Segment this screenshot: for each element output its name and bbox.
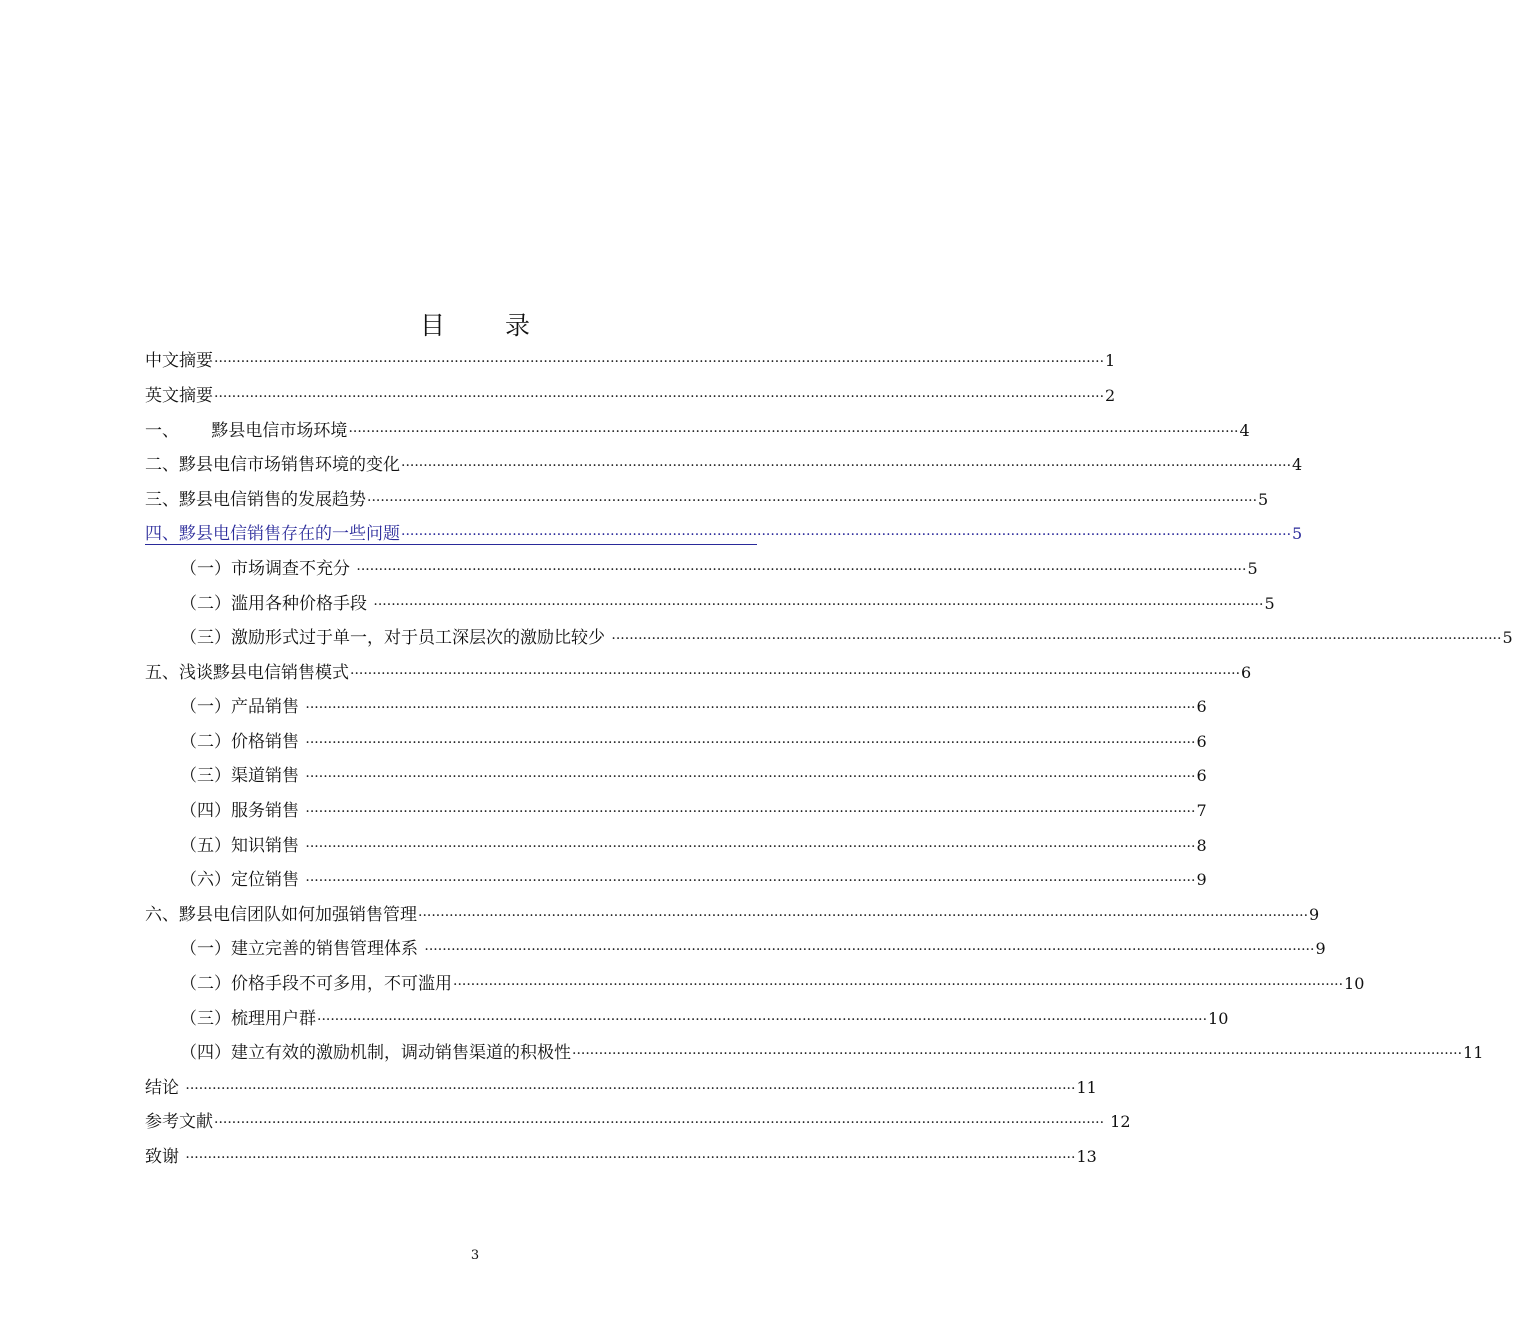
toc-leader: ········································································································································································································ bbox=[373, 597, 1264, 613]
toc-leader: ········································································································································································································ bbox=[350, 666, 1241, 682]
toc-entry-label: （二）滥用各种价格手段 bbox=[180, 594, 373, 614]
toc-entry[interactable] bbox=[145, 1140, 1097, 1174]
toc-entry[interactable] bbox=[180, 725, 1207, 759]
toc-entry-page: 10 bbox=[1344, 974, 1365, 993]
toc-entry-page: 9 bbox=[1315, 939, 1326, 958]
toc-entry-page: 2 bbox=[1105, 386, 1116, 405]
toc-entry-label: 二、黟县电信市场销售环境的变化 bbox=[145, 455, 400, 475]
toc-entry-label: （五）知识销售 bbox=[180, 836, 305, 856]
toc-entry-label: 英文摘要 bbox=[145, 386, 213, 406]
toc-entry-page: 6 bbox=[1196, 697, 1207, 716]
toc-leader: ········································································································································································································ bbox=[348, 424, 1239, 440]
toc-entry[interactable] bbox=[145, 656, 1252, 690]
toc-entry[interactable] bbox=[145, 1071, 1097, 1105]
toc-leader: ········································································································································································································ bbox=[424, 942, 1315, 958]
toc-entry-page: 12 bbox=[1105, 1112, 1131, 1131]
toc-entry-page: 5 bbox=[1247, 559, 1258, 578]
page-number: 3 bbox=[470, 1248, 480, 1263]
toc-entry[interactable] bbox=[180, 794, 1207, 828]
toc-entry[interactable] bbox=[180, 552, 1258, 586]
toc-title: 目 录 bbox=[420, 311, 556, 340]
toc-entry-label: 一、 黟县电信市场环境 bbox=[145, 421, 348, 441]
toc-entry-page: 9 bbox=[1196, 870, 1207, 889]
toc-entry[interactable] bbox=[145, 414, 1250, 448]
toc-entry-page: 1 bbox=[1105, 351, 1116, 370]
toc-entry-page: 7 bbox=[1196, 801, 1207, 820]
toc-entry-label: （四）服务销售 bbox=[180, 801, 305, 821]
toc-leader: ········································································································································································································ bbox=[305, 769, 1196, 785]
toc-leader: ········································································································································································································ bbox=[305, 804, 1196, 820]
toc-leader: ········································································································································································································ bbox=[214, 389, 1105, 405]
toc-entry-label: 五、浅谈黟县电信销售模式 bbox=[145, 663, 349, 683]
toc-entry-page: 10 bbox=[1208, 1009, 1229, 1028]
toc-entry-page: 13 bbox=[1076, 1147, 1097, 1166]
toc-entry-label: （一）建立完善的销售管理体系 bbox=[180, 939, 424, 959]
toc-leader: ········································································································································································································ bbox=[453, 977, 1344, 993]
toc-entry[interactable] bbox=[180, 759, 1207, 793]
toc-leader: ········································································································································································································ bbox=[401, 527, 1292, 543]
toc-entry-page: 6 bbox=[1196, 766, 1207, 785]
toc-entry-label: 三、黟县电信销售的发展趋势 bbox=[145, 490, 366, 510]
toc-leader: ········································································································································································································ bbox=[214, 1115, 1105, 1131]
toc-entry-label: （六）定位销售 bbox=[180, 870, 305, 890]
toc-entry-label: （二）价格销售 bbox=[180, 732, 305, 752]
toc-entry-label: 六、黟县电信团队如何加强销售管理 bbox=[145, 905, 417, 925]
toc-entry-label: （二）价格手段不可多用，不可滥用 bbox=[180, 974, 452, 994]
toc-entry[interactable] bbox=[145, 898, 1320, 932]
toc-entry-label: （一）产品销售 bbox=[180, 697, 305, 717]
toc-entry[interactable] bbox=[145, 1105, 1131, 1139]
toc-entry-label: （一）市场调查不充分 bbox=[180, 559, 356, 579]
toc-entry[interactable] bbox=[180, 829, 1207, 863]
toc-entry-label: 结论 bbox=[145, 1078, 185, 1098]
toc-entry-label: 致谢 bbox=[145, 1147, 185, 1167]
toc-entry-page: 9 bbox=[1309, 905, 1320, 924]
toc-entry[interactable] bbox=[145, 483, 1269, 517]
toc-entry[interactable] bbox=[180, 863, 1207, 897]
toc-entry-label: 参考文献 bbox=[145, 1112, 213, 1132]
toc-entry-page: 4 bbox=[1292, 455, 1303, 474]
toc-entry-label: 四、黟县电信销售存在的一些问题 bbox=[145, 524, 400, 544]
toc-entry-page: 4 bbox=[1239, 421, 1250, 440]
toc-entry[interactable] bbox=[145, 344, 1116, 378]
toc-leader: ········································································································································································································ bbox=[401, 458, 1292, 474]
toc-entry-page: 11 bbox=[1076, 1078, 1097, 1097]
toc-entry-label: （三）激励形式过于单一，对于员工深层次的激励比较少 bbox=[180, 628, 611, 648]
toc-entry-page: 6 bbox=[1196, 732, 1207, 751]
toc-leader: ········································································································································································································ bbox=[305, 873, 1196, 889]
toc-leader: ········································································································································································································ bbox=[572, 1046, 1463, 1062]
toc-entry-page: 11 bbox=[1463, 1043, 1484, 1062]
toc-entry[interactable] bbox=[180, 1036, 1484, 1070]
toc-entry-label: （三）梳理用户群 bbox=[180, 1009, 316, 1029]
toc-leader: ········································································································································································································ bbox=[317, 1012, 1208, 1028]
toc-entry-page: 5 bbox=[1292, 524, 1303, 543]
toc-entry[interactable] bbox=[180, 932, 1326, 966]
toc-leader: ········································································································································································································ bbox=[305, 735, 1196, 751]
toc-entry-label: 中文摘要 bbox=[145, 351, 213, 371]
toc-entry[interactable] bbox=[145, 448, 1303, 482]
toc-entry-page: 5 bbox=[1502, 628, 1513, 647]
toc-entry[interactable] bbox=[145, 379, 1116, 413]
toc-leader: ········································································································································································································ bbox=[214, 354, 1105, 370]
toc-entry[interactable] bbox=[180, 690, 1207, 724]
toc-entry-page: 8 bbox=[1196, 836, 1207, 855]
toc-entry-hyperlink[interactable] bbox=[145, 517, 1303, 545]
toc-entry-page: 5 bbox=[1264, 594, 1275, 613]
toc-leader: ········································································································································································································ bbox=[611, 631, 1502, 647]
toc-entry[interactable] bbox=[180, 967, 1365, 1001]
toc-leader: ········································································································································································································ bbox=[185, 1150, 1076, 1166]
toc-leader: ········································································································································································································ bbox=[305, 839, 1196, 855]
toc-entry-page: 6 bbox=[1241, 663, 1252, 682]
toc-entry-label: （四）建立有效的激励机制，调动销售渠道的积极性 bbox=[180, 1043, 571, 1063]
toc-entry[interactable] bbox=[180, 1002, 1229, 1036]
toc-leader: ········································································································································································································ bbox=[367, 493, 1258, 509]
toc-entry[interactable] bbox=[180, 587, 1275, 621]
toc-entry-label: （三）渠道销售 bbox=[180, 766, 305, 786]
toc-leader: ········································································································································································································ bbox=[418, 908, 1309, 924]
toc-leader: ········································································································································································································ bbox=[305, 700, 1196, 716]
toc-entry[interactable] bbox=[180, 621, 1513, 655]
toc-leader: ········································································································································································································ bbox=[185, 1081, 1076, 1097]
toc-entry-page: 5 bbox=[1258, 490, 1269, 509]
toc-leader: ········································································································································································································ bbox=[356, 562, 1247, 578]
